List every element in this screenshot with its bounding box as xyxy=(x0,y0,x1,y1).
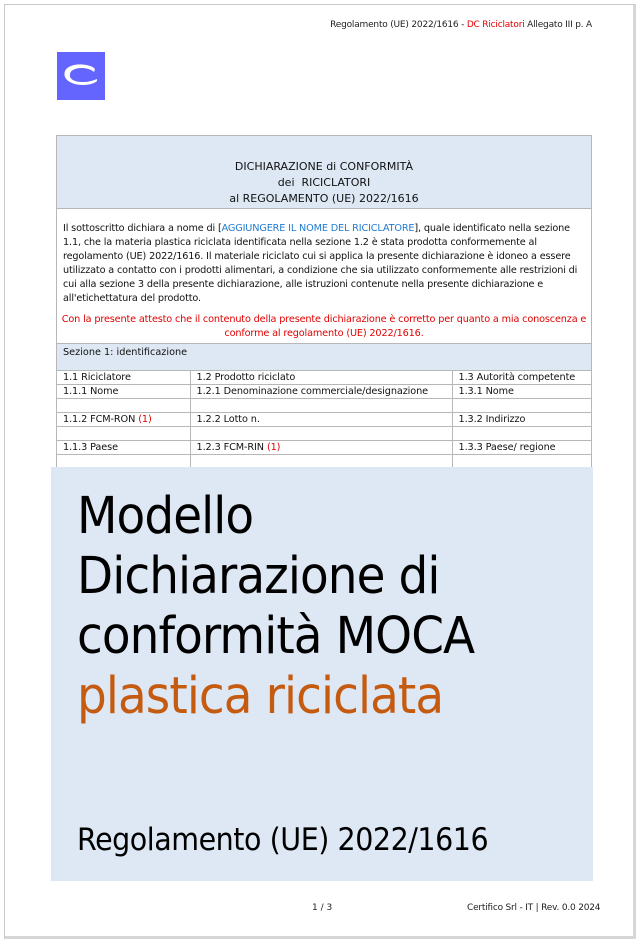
input-address[interactable] xyxy=(452,427,591,441)
cell-address: 1.3.2 Indirizzo xyxy=(452,413,591,427)
table-row xyxy=(57,441,591,455)
recycler-name-placeholder[interactable]: AGGIUNGERE IL NOME DEL RICICLATORE xyxy=(221,223,415,234)
title-line-3: al REGOLAMENTO (UE) 2022/1616 xyxy=(229,192,419,205)
declaration-form xyxy=(56,135,592,470)
cell-country-region: 1.3.3 Paese/ regione xyxy=(452,441,591,455)
input-authority-name[interactable] xyxy=(452,399,591,413)
body-prefix: Il sottoscritto dichiara a nome di [ xyxy=(63,223,222,234)
cell-fcm-rin xyxy=(190,441,452,455)
cover-highlight: plastica riciclata xyxy=(77,667,444,726)
cover-title xyxy=(77,487,474,727)
fcm-rin-label: 1.2.3 FCM-RIN xyxy=(196,442,267,453)
table-row-input xyxy=(57,399,591,413)
declaration-body xyxy=(57,209,591,305)
fcm-ron-label: 1.1.2 FCM-RON xyxy=(63,414,139,425)
section-1-title: Sezione 1: identificazione xyxy=(57,343,591,371)
table-row xyxy=(57,385,591,399)
input-recycler-name[interactable] xyxy=(57,399,190,413)
cover-title-line-1: Modello xyxy=(77,487,254,546)
footnote-mark: (1) xyxy=(138,414,152,425)
cell-authority-name: 1.3.1 Nome xyxy=(452,385,591,399)
header-recycler: 1.1 Riciclatore xyxy=(57,371,190,385)
cover-title-line-3: conformità MOCA xyxy=(77,607,475,666)
input-lot-number[interactable] xyxy=(190,427,452,441)
input-product-name[interactable] xyxy=(190,399,452,413)
table-row xyxy=(57,413,591,427)
input-fcm-ron[interactable] xyxy=(57,427,190,441)
cell-recycler-name: 1.1.1 Nome xyxy=(57,385,190,399)
page-number: 1 / 3 xyxy=(312,903,333,913)
cover-overlay xyxy=(51,467,593,881)
table-row-input xyxy=(57,427,591,441)
identification-table xyxy=(57,371,591,469)
attestation: Con la presente attesto che il contenuto della presente dichiarazione è corretto per quanto a mia conoscenza e conforme al regolamento (UE) 2022/1616. xyxy=(61,314,587,340)
body-suffix: ], quale identificato nella sezione 1.1, che la materia plastica riciclata identificata nella sezione 1.2 è stata prodotta conformemente al regolamento (UE) 2022/1616. Il materiale riciclato cui si applica la presente dichiarazione è idoneo a essere utilizzato a contatto con i prodotti alimentari, a condizione che sia utilizzato conformemente alle restrizioni di cui alla sezione 3 della presente dichiarazione, alle istruzioni contenute nella presente dichiarazione e all'etichettatura del prodotto. xyxy=(63,223,578,304)
revision-info: Certifico Srl - IT | Rev. 0.0 2024 xyxy=(467,903,601,913)
cell-country: 1.1.3 Paese xyxy=(57,441,190,455)
cover-subtitle: Regolamento (UE) 2022/1616 xyxy=(77,822,489,858)
header-authority: 1.3 Autorità competente xyxy=(452,371,591,385)
title-line-1: DICHIARAZIONE di CONFORMITÀ xyxy=(234,160,414,173)
running-header xyxy=(330,20,592,30)
cover-title-line-2: Dichiarazione di xyxy=(77,547,440,606)
header-prefix: Regolamento (UE) 2022/1616 - xyxy=(330,20,467,30)
header-product: 1.2 Prodotto riciclato xyxy=(190,371,452,385)
header-highlight: DC Riciclatori xyxy=(466,20,525,30)
table-header-row xyxy=(57,371,591,385)
footnote-mark: (1) xyxy=(266,442,281,453)
declaration-title xyxy=(57,136,591,209)
cell-fcm-ron xyxy=(57,413,190,427)
title-line-2: dei RICICLATORI xyxy=(277,176,371,189)
header-suffix: Allegato III p. A xyxy=(524,20,592,30)
cell-lot-number: 1.2.2 Lotto n. xyxy=(190,413,452,427)
cell-product-name: 1.2.1 Denominazione commerciale/designazione xyxy=(190,385,452,399)
certifico-logo-icon xyxy=(57,52,105,100)
